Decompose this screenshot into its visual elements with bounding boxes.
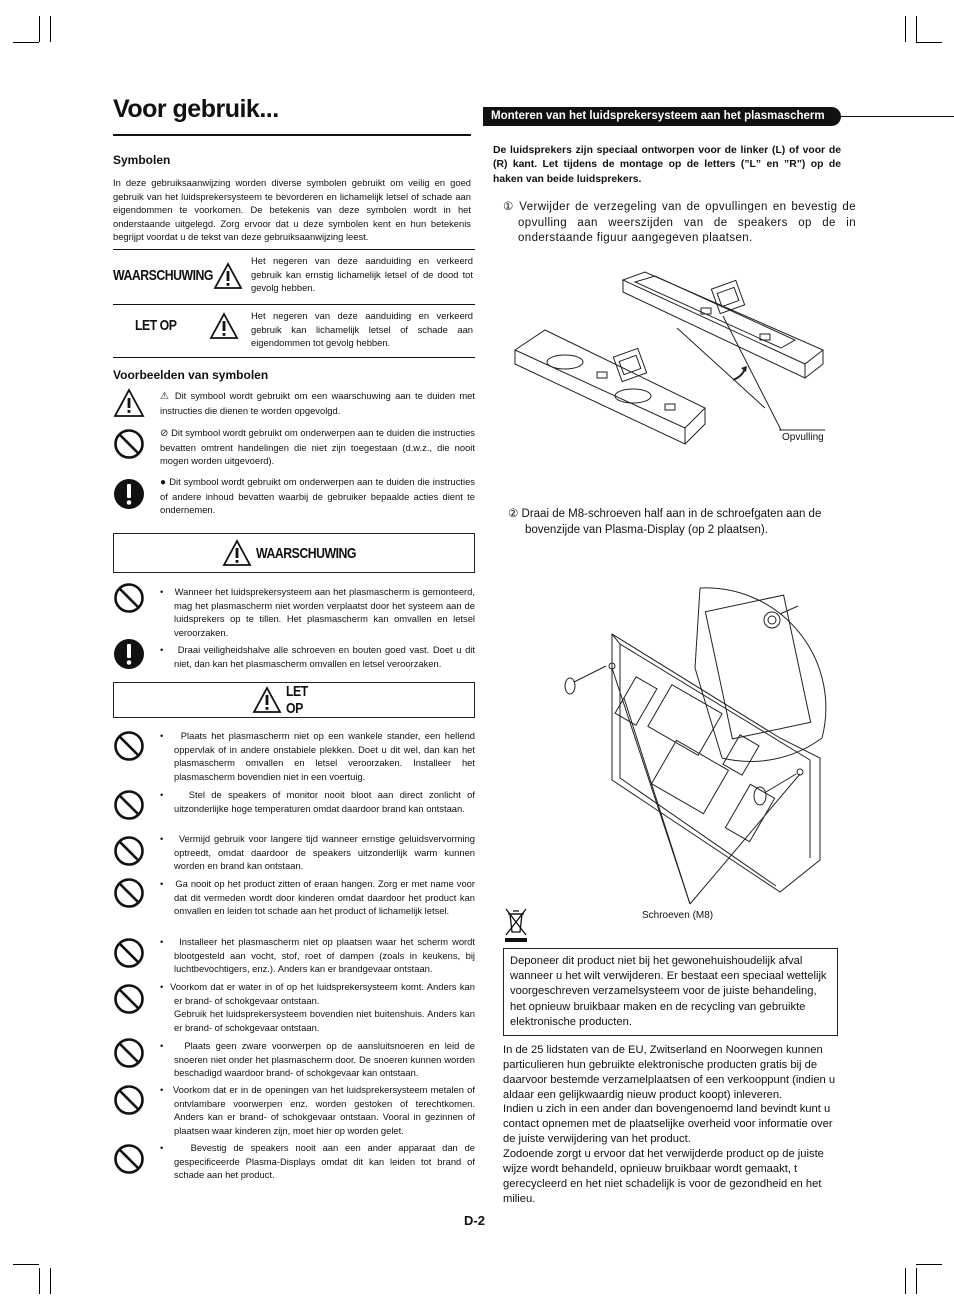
examples-heading: Voorbeelden van symbolen: [113, 368, 269, 382]
mounting-banner: Monteren van het luidsprekersysteem aan het plasmascherm: [483, 107, 841, 126]
banner-rule: [833, 116, 954, 117]
crop-mark: [905, 16, 906, 42]
crop-mark: [905, 1268, 906, 1294]
divider: [113, 357, 475, 358]
example-prohibition-text: ⊘ Dit symbool wordt gebruikt om onderwerpen aan te duiden die instructies bevatten omtrent handelingen die niet zijn toegestaan (d.w.z., die nooit mogen worden uitgevoerd).: [160, 427, 475, 467]
caution-meaning: Het negeren van deze aanduiding en verkeerd gebruik kan lichamelijk letsel of schade aan eigendommen tot gevolg hebben.: [251, 310, 473, 349]
step-1: ① Verwijder de verzegeling van de opvullingen en bevestig de opvulling aan weerszijden van de speakers op de in onderstaande figuur aangegeven plaatsen.: [503, 201, 856, 244]
warning-section-header: [113, 533, 475, 573]
crop-mark: [916, 1264, 942, 1265]
crop-mark: [50, 1268, 51, 1294]
small-prohibition-icon: ⊘: [160, 428, 169, 439]
mandatory-icon: [113, 478, 145, 510]
warning-triangle-icon: [113, 388, 145, 418]
crop-mark: [39, 1268, 40, 1294]
crop-mark: [916, 1268, 917, 1294]
list-item: • Vermijd gebruik voor langere tijd wanneer ernstige geluidsvervorming optreedt, omdat daardoor de speakers uitzonderlijk warm kunnen worden en brand kan ontstaan.: [160, 833, 475, 872]
warning-triangle-icon: [222, 539, 252, 567]
crop-mark: [13, 42, 39, 43]
prohibition-icon: [113, 582, 145, 614]
prohibition-icon: [113, 877, 145, 909]
divider: [113, 304, 475, 305]
caution-label: LET OP: [135, 317, 177, 334]
crop-mark: [39, 16, 40, 42]
caution-label-group: [113, 312, 248, 342]
screws-label: Schroeven (M8): [642, 910, 714, 921]
list-item: • Installeer het plasmascherm niet op plaatsen waar het scherm wordt blootgesteld aan vocht, stof, roet of dampen (zoals in keukens, bij luchtbevochtigers, enz.). Anders kan er brandgevaar ontstaan.: [160, 936, 475, 975]
prohibition-icon: [113, 835, 145, 867]
crop-mark: [13, 1264, 39, 1265]
eu-paragraph-3: Zodoende zorgt u ervoor dat het verwijderde product op de juiste wijze wordt behandeld, opnieuw bruikbaar wordt gemaakt, t gerecycleerd en het niet schadelijk is voor de gezondheid en het milieu.: [503, 1148, 824, 1205]
example-warning-text: ⚠ Dit symbool wordt gebruikt om een waarschuwing aan te duiden met instructies die dienen te worden opgevolgd.: [160, 390, 476, 416]
plasma-screws-figure: [550, 548, 840, 918]
caution-section-header: [113, 682, 475, 718]
list-item: • Bevestig de speakers nooit aan een ander apparaat dan de gespecificeerde Plasma-Displays omdat dit kan leiden tot brand of schade aan het product.: [160, 1142, 476, 1181]
list-item: • Plaats het plasmascherm niet op een wankele stander, een hellend oppervlak of in andere onstabiele plekken. Doet u dit wel, dan kan het plasmascherm omvallen en letsel veroorzaken. Installeer het plasmascherm bovendien niet in een voertuig.: [160, 730, 475, 782]
warning-label: WAARSCHUWING: [113, 267, 214, 284]
list-item: • Stel de speakers of monitor nooit bloot aan direct zonlicht of uitzonderlijke hoge temperaturen omdat daardoor brand kan ontstaan.: [160, 789, 475, 814]
list-item: • Draai veiligheidshalve alle schroeven en bouten goed vast. Doet u dit niet, dan kan het plasmascherm omvallen en letsel veroorzaken.: [160, 644, 475, 669]
prohibition-icon: [113, 428, 145, 460]
title-rule: [113, 134, 471, 136]
caution-section-label: LET OP: [286, 683, 308, 717]
speaker-padding-figure: [505, 268, 845, 453]
prohibition-icon: [113, 1037, 145, 1069]
divider: [113, 249, 475, 250]
eu-paragraph-2: Indien u zich in een ander dan bovengenoemd land bevindt kunt u contact opnemen met de plaatselijke overheid voor informatie over de juiste verwijdering van het product.: [503, 1103, 833, 1145]
warning-meaning: Het negeren van deze aanduiding en verkeerd gebruik kan ernstig lichamelijk letsel of de dood tot gevolg hebben.: [251, 255, 473, 294]
crop-mark: [916, 42, 942, 43]
prohibition-icon: [113, 789, 145, 821]
example-mandatory-text: ● Dit symbool wordt gebruikt om onderwerpen aan te duiden die instructies of andere inhoud bevatten waarbij de gebruiker bepaalde acties dient te ondernemen.: [160, 476, 475, 516]
prohibition-icon: [113, 983, 145, 1015]
list-item: • Wanneer het luidsprekersysteem aan het plasmascherm is gemonteerd, mag het plasmascherm niet worden verplaatst door het systeem aan de luidsprekers op te tillen. Het plasmascherm kan omvallen en letsel veroorzaken.: [160, 586, 475, 638]
prohibition-icon: [113, 937, 145, 969]
symbols-intro: In deze gebruiksaanwijzing worden diverse symbolen gebruikt om veilig en goed gebruik van het luidsprekersysteem te bevorderen en lichamelijk letsel of schade aan eigendommen te voorkomen. De betekenis van deze symbolen wordt in het onderstaande uitgelegd. Zorg ervoor dat u deze symbolen kent en hun betekenis begrijpt voordat u de tekst van deze gebruiksaanwijzing leest.: [113, 177, 471, 243]
prohibition-icon: [113, 730, 145, 762]
list-item: • Plaats geen zware voorwerpen op de aansluitsnoeren en leid de snoeren niet onder het plasmascherm door. De snoeren kunnen worden beschadigd waardoor brand- of schokgevaar kan ontstaan.: [160, 1040, 475, 1079]
list-item: • Voorkom dat er water in of op het luidsprekersysteem komt. Anders kan er brand- of schokgevaar ontstaan. Gebruik het luidsprekersysteem bovendien niet buitenshuis. Anders kan er brand- of schokgevaar ontstaan.: [160, 981, 475, 1033]
step-2: ② Draai de M8-schroeven half aan in de schroefgaten aan de bovenzijde van Plasma-Display (op 2 plaatsen).: [508, 508, 822, 536]
warning-label-group: [113, 262, 248, 292]
crop-mark: [916, 16, 917, 42]
list-item: • Voorkom dat er in de openingen van het luidsprekersysteem metalen of ontvlambare voorwerpen enz. worden gestoken of terechtkomen. Anders kan er brand- of schokgevaar ontstaan. Vooral in gezinnen of plaatsen waar kinderen zijn, moet hier op worden gelet.: [160, 1084, 475, 1136]
disposal-notice: Deponeer dit product niet bij het gewonehuishoudelijk afval wanneer u het wilt verwijderen. Er bestaat een speciaal wettelijk voorgeschreven verzamelsysteem voor de juiste behandeling, het opnieuw bruikbaar maken en de recycling van gebruikte elektronische producten.: [503, 948, 838, 1036]
warning-section-label: WAARSCHUWING: [256, 544, 357, 562]
small-mandatory-icon: ●: [160, 477, 167, 488]
crop-mark: [50, 16, 51, 42]
page-title: Voor gebruik...: [113, 95, 279, 123]
eu-paragraph-1: In de 25 lidstaten van de EU, Zwitserland en Noorwegen kunnen particulieren hun gebruikte elektronische producten gratis bij de daarvoor bestemde verzamelplaatsen of een verkooppunt (indien u aldaar een gelijkwaardig nieuw product koopt) inleveren.: [503, 1044, 836, 1101]
small-warning-icon: ⚠: [160, 391, 171, 402]
page-number: D-2: [464, 1213, 485, 1228]
warning-triangle-icon: [209, 312, 239, 340]
prohibition-icon: [113, 1143, 145, 1175]
list-item: • Ga nooit op het product zitten of eraan hangen. Zorg er met name voor dat dit vermeden wordt door kinderen omdat daardoor het product kan omvallen en leiden tot schade aan het product of lichamelijk letsel.: [160, 878, 475, 917]
prohibition-icon: [113, 1084, 145, 1116]
symbols-heading: Symbolen: [113, 153, 171, 167]
warning-triangle-icon: [252, 686, 282, 714]
mandatory-icon: [113, 638, 145, 670]
crossed-bin-icon: [503, 906, 529, 942]
padding-label: Opvulling: [782, 432, 824, 443]
warning-triangle-icon: [213, 262, 243, 290]
mounting-intro: De luidsprekers zijn speciaal ontworpen voor de linker (L) of voor de (R) kant. Let tijdens de montage op de letters (”L” en ”R”) op de haken van beide luidsprekers.: [493, 145, 841, 185]
